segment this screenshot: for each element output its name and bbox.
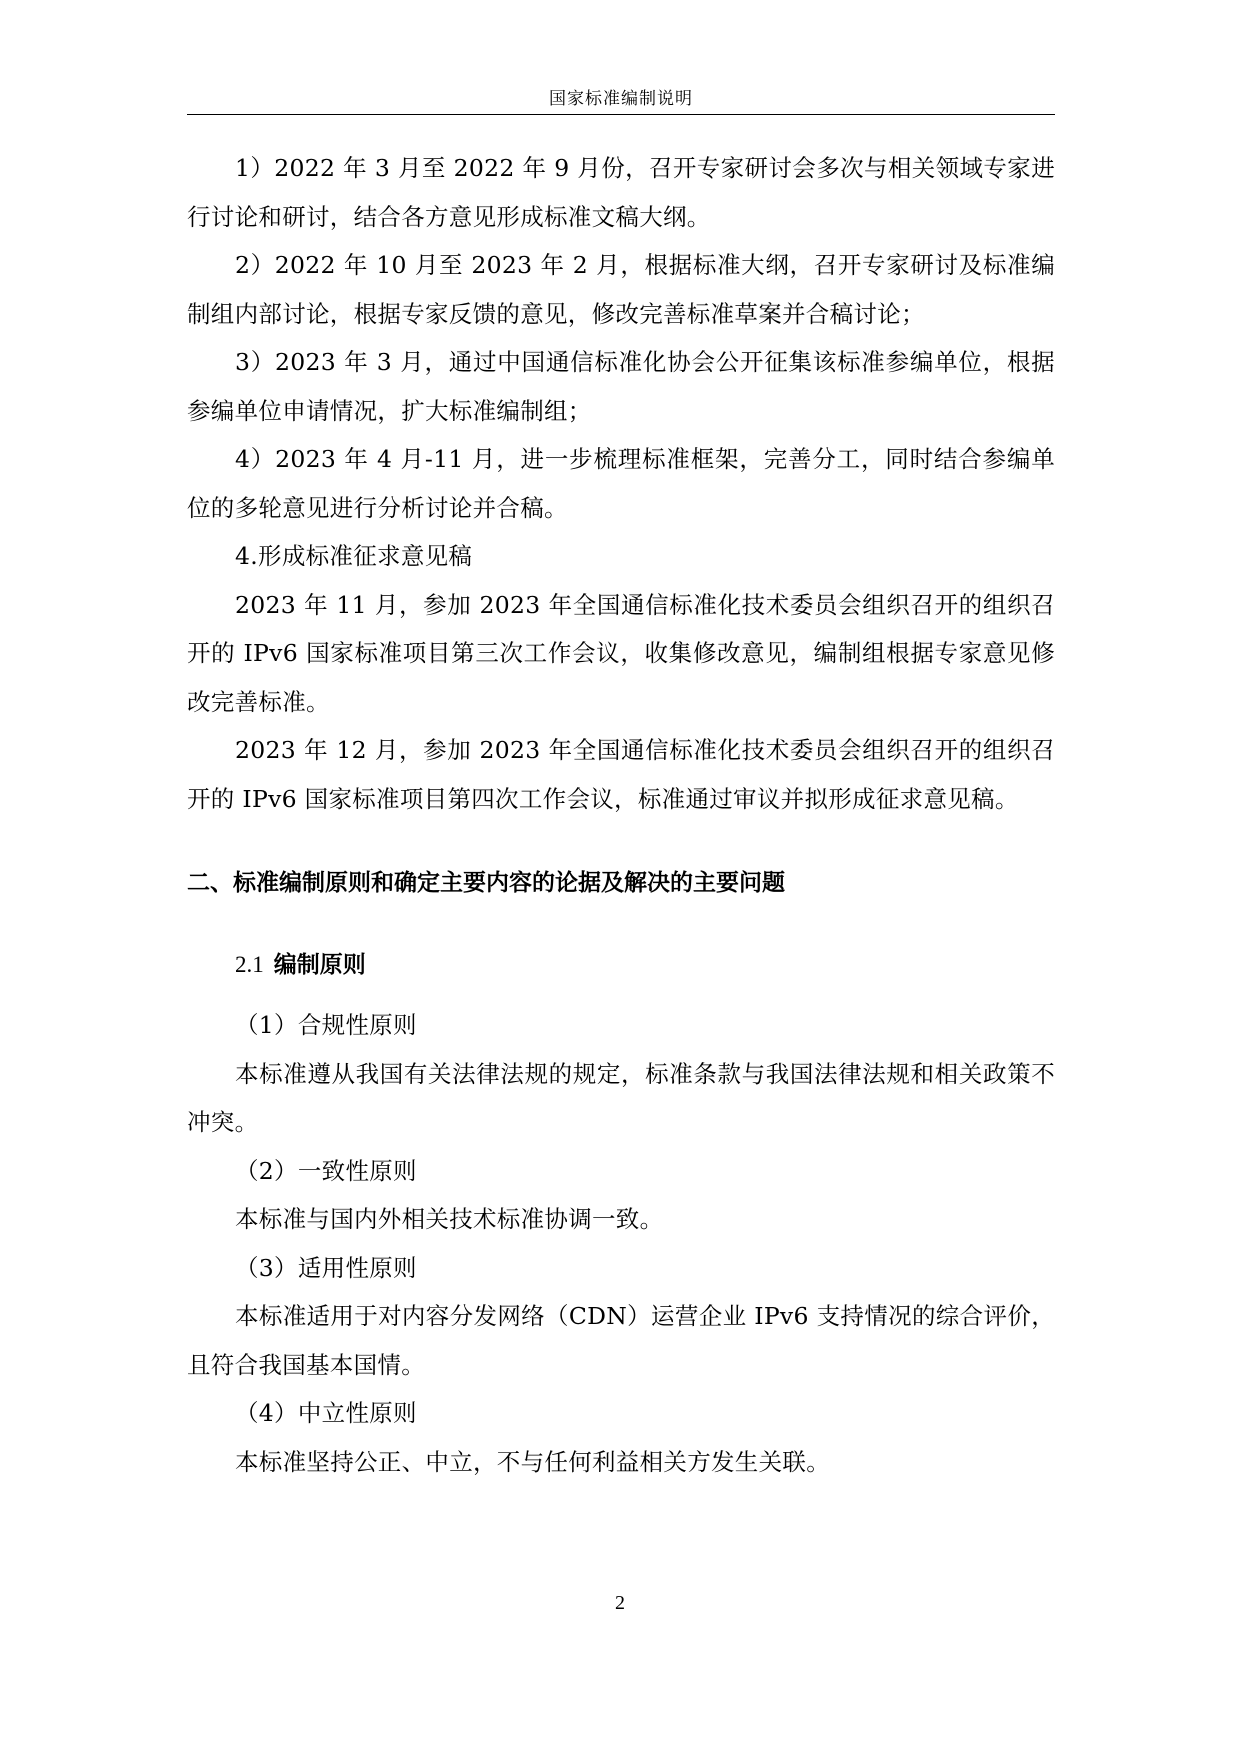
principle-heading: （4）中立性原则 xyxy=(235,1399,417,1427)
paragraph: 2023 年 11 月，参加 2023 年全国通信标准化技术委员会组织召开的组织召开的 IPv6 国家标准项目第三次工作会议，收集修改意见，编制组根据专家意见修改完善标准。 xyxy=(187,590,1055,716)
paragraph-step-heading: 4.形成标准征求意见稿 xyxy=(235,542,473,570)
subsection-heading xyxy=(235,941,1055,989)
header-divider xyxy=(187,114,1055,115)
subsection-number: 2.1 xyxy=(235,952,264,977)
paragraph: 本标准与国内外相关技术标准协调一致。 xyxy=(235,1205,664,1233)
page-body xyxy=(187,144,1055,1486)
paragraph: 本标准遵从我国有关法律法规的规定，标准条款与我国法律法规和相关政策不冲突。 xyxy=(187,1059,1055,1136)
subsection-title: 编制原则 xyxy=(273,952,366,978)
paragraph: 2）2022 年 10 月至 2023 年 2 月，根据标准大纲，召开专家研讨及标准编制组内部讨论，根据专家反馈的意见，修改完善标准草案并合稿讨论； xyxy=(187,251,1055,328)
paragraph: 本标准坚持公正、中立，不与任何利益相关方发生关联。 xyxy=(235,1447,830,1476)
principle-heading: （2）一致性原则 xyxy=(235,1156,417,1185)
paragraph: 4）2023 年 4 月-11 月，进一步梳理标准框架，完善分工，同时结合参编单位的多轮意见进行分析讨论并合稿。 xyxy=(187,445,1055,522)
paragraph: 本标准适用于对内容分发网络（CDN）运营企业 IPv6 支持情况的综合评价，且符合我国基本国情。 xyxy=(187,1302,1055,1379)
running-header: 国家标准编制说明 xyxy=(549,89,693,109)
paragraph: 1）2022 年 3 月至 2022 年 9 月份，召开专家研讨会多次与相关领域专家进行讨论和研讨，结合各方意见形成标准文稿大纲。 xyxy=(187,154,1055,231)
paragraph: 3）2023 年 3 月，通过中国通信标准化协会公开征集该标准参编单位，根据参编单位申请情况，扩大标准编制组； xyxy=(187,348,1055,425)
paragraph: 2023 年 12 月，参加 2023 年全国通信标准化技术委员会组织召开的组织召开的 IPv6 国家标准项目第四次工作会议，标准通过审议并拟形成征求意见稿。 xyxy=(187,736,1055,813)
section-heading: 二、标准编制原则和确定主要内容的论据及解决的主要问题 xyxy=(187,870,785,896)
principle-heading: （1）合规性原则 xyxy=(235,1011,417,1039)
page-number: 2 xyxy=(615,1592,625,1614)
principle-heading: （3）适用性原则 xyxy=(235,1253,417,1282)
